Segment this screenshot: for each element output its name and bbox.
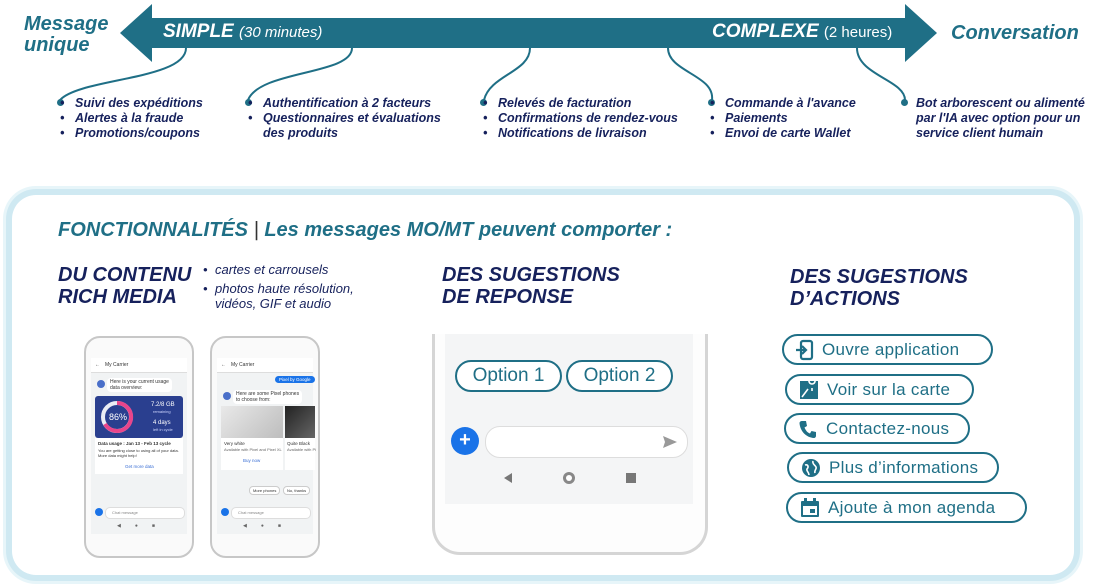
bot-avatar xyxy=(97,380,105,388)
bot-avatar xyxy=(223,392,231,400)
gauge-value: 86% xyxy=(109,412,128,422)
usage-title: Data usage : Jan 13 - Feb 13 cycle xyxy=(98,441,171,446)
list-item: • photos haute résolution, xyxy=(203,281,354,296)
suggestion-chip[interactable]: No, thanks xyxy=(283,486,310,495)
chat-input[interactable] xyxy=(105,507,185,519)
list-item: • Questionnaires et évaluations xyxy=(245,111,441,126)
add-button[interactable] xyxy=(221,508,229,516)
list-item: • Promotions/coupons xyxy=(57,126,203,141)
arrow-right-label: COMPLEXE (2 heures) xyxy=(712,21,893,42)
card-subtitle: Available with Pi xyxy=(287,447,317,452)
list-item: • Confirmations de rendez-vous xyxy=(480,111,678,126)
use-cases-orders xyxy=(707,96,856,141)
list-item: • Authentification à 2 facteurs xyxy=(245,96,441,111)
carousel-card[interactable] xyxy=(285,406,315,470)
action-label: Plus d’informations xyxy=(829,457,979,477)
send-icon[interactable] xyxy=(663,436,677,448)
phone-icon xyxy=(798,419,818,439)
card-title: Quite Black xyxy=(287,441,311,446)
nav-bar: ◀●■ xyxy=(117,523,169,529)
data-sub: remaining xyxy=(153,409,171,414)
calendar-icon xyxy=(800,498,820,518)
phone-screen xyxy=(91,358,187,534)
list-item: • cartes et carrousels xyxy=(203,262,354,277)
end-label: Conversation xyxy=(951,22,1079,44)
action-label: Voir sur la carte xyxy=(827,379,951,399)
nav-back-icon[interactable] xyxy=(504,473,512,483)
chat-input[interactable] xyxy=(231,507,311,519)
rich-media-heading: DU CONTENU RICH MEDIA xyxy=(58,264,192,308)
usage-text: You are getting close to using all of your data. xyxy=(98,448,179,453)
reply-option-1[interactable]: Option 1 xyxy=(455,360,562,392)
list-item: • Envoi de carte Wallet xyxy=(707,126,856,141)
chat-input[interactable] xyxy=(485,426,688,458)
action-contact[interactable] xyxy=(784,413,970,444)
carousel-card[interactable] xyxy=(221,406,283,470)
action-label: Ajoute à mon agenda xyxy=(828,497,996,517)
product-image xyxy=(285,406,315,438)
open-app-icon xyxy=(796,340,814,360)
globe-icon xyxy=(801,458,821,478)
list-item: • Commande à l'avance xyxy=(707,96,856,111)
list-item: • Paiements xyxy=(707,111,856,126)
data-used: 7.2/8 GB xyxy=(151,402,175,408)
features-title: FONCTIONNALITÉS | Les messages MO/MT peuvent comporter : xyxy=(58,219,673,241)
buy-now-button[interactable]: Buy now xyxy=(243,458,261,463)
card-title: Very white xyxy=(224,441,245,446)
phone-screen xyxy=(217,358,317,534)
card-subtitle: Available with Pixel and Pixel XL xyxy=(224,447,282,452)
get-more-data-link[interactable]: Get more data xyxy=(125,464,154,469)
action-more-info[interactable] xyxy=(787,452,999,483)
list-item: des produits xyxy=(263,126,339,140)
action-label: Contactez-nous xyxy=(826,418,950,438)
list-item: • Relevés de facturation xyxy=(480,96,678,111)
phone-mockup-usage xyxy=(84,336,194,558)
connector-dot xyxy=(901,99,908,106)
list-item: • Suivi des expéditions xyxy=(57,96,203,111)
nav-bar: ◀●■ xyxy=(243,523,295,529)
use-cases-auth xyxy=(245,96,441,141)
connector-curves xyxy=(0,0,1114,110)
list-item: • Notifications de livraison xyxy=(480,126,678,141)
chat-input-placeholder: Chat message xyxy=(238,510,264,515)
nav-bar xyxy=(500,470,640,486)
usage-details xyxy=(95,438,183,474)
nav-recent-icon[interactable] xyxy=(626,473,636,483)
reply-option-2[interactable]: Option 2 xyxy=(566,360,673,392)
add-button[interactable]: + xyxy=(451,427,479,455)
user-message: Pixel by Google xyxy=(275,376,315,383)
usage-text: More data might help! xyxy=(98,453,137,458)
list-item: vidéos, GIF et audio xyxy=(215,296,332,311)
suggestion-chip[interactable]: More phones xyxy=(249,486,280,495)
add-button[interactable] xyxy=(95,508,103,516)
bot-message: Here are some Pixel phones to choose from: xyxy=(233,390,302,404)
action-suggestions-heading: DES SUGESTIONS D’ACTIONS xyxy=(790,266,968,310)
use-cases-simple xyxy=(57,96,203,141)
bot-message: Here is your current usage data overview: xyxy=(107,378,172,392)
days-left: 4 days xyxy=(153,420,171,426)
product-image xyxy=(221,406,283,438)
usage-card xyxy=(95,396,183,438)
phone-mockup-carousel xyxy=(210,336,320,558)
rich-media-bullets xyxy=(203,262,354,311)
start-label: Message unique xyxy=(24,13,109,56)
use-cases-billing xyxy=(480,96,678,141)
action-view-map[interactable] xyxy=(785,374,974,405)
map-icon xyxy=(799,380,819,400)
chat-input-placeholder: Chat message xyxy=(112,510,138,515)
action-open-app[interactable] xyxy=(782,334,993,365)
list-item: • Alertes à la fraude xyxy=(57,111,203,126)
action-label: Ouvre application xyxy=(822,339,960,359)
arrow-left-label: SIMPLE (30 minutes) xyxy=(163,21,323,42)
action-add-calendar[interactable] xyxy=(786,492,1027,523)
days-sub: left in cycle xyxy=(153,427,173,432)
chat-header: My Carrier xyxy=(105,362,129,368)
back-arrow-icon[interactable]: ← xyxy=(95,362,100,368)
chat-header: My Carrier xyxy=(231,362,255,368)
use-cases-bot: Bot arborescent ou alimenté par l'IA avec option pour un service client humain xyxy=(916,96,1085,140)
back-arrow-icon[interactable]: ← xyxy=(221,362,226,368)
reply-suggestions-heading: DES SUGESTIONS DE REPONSE xyxy=(442,264,620,308)
